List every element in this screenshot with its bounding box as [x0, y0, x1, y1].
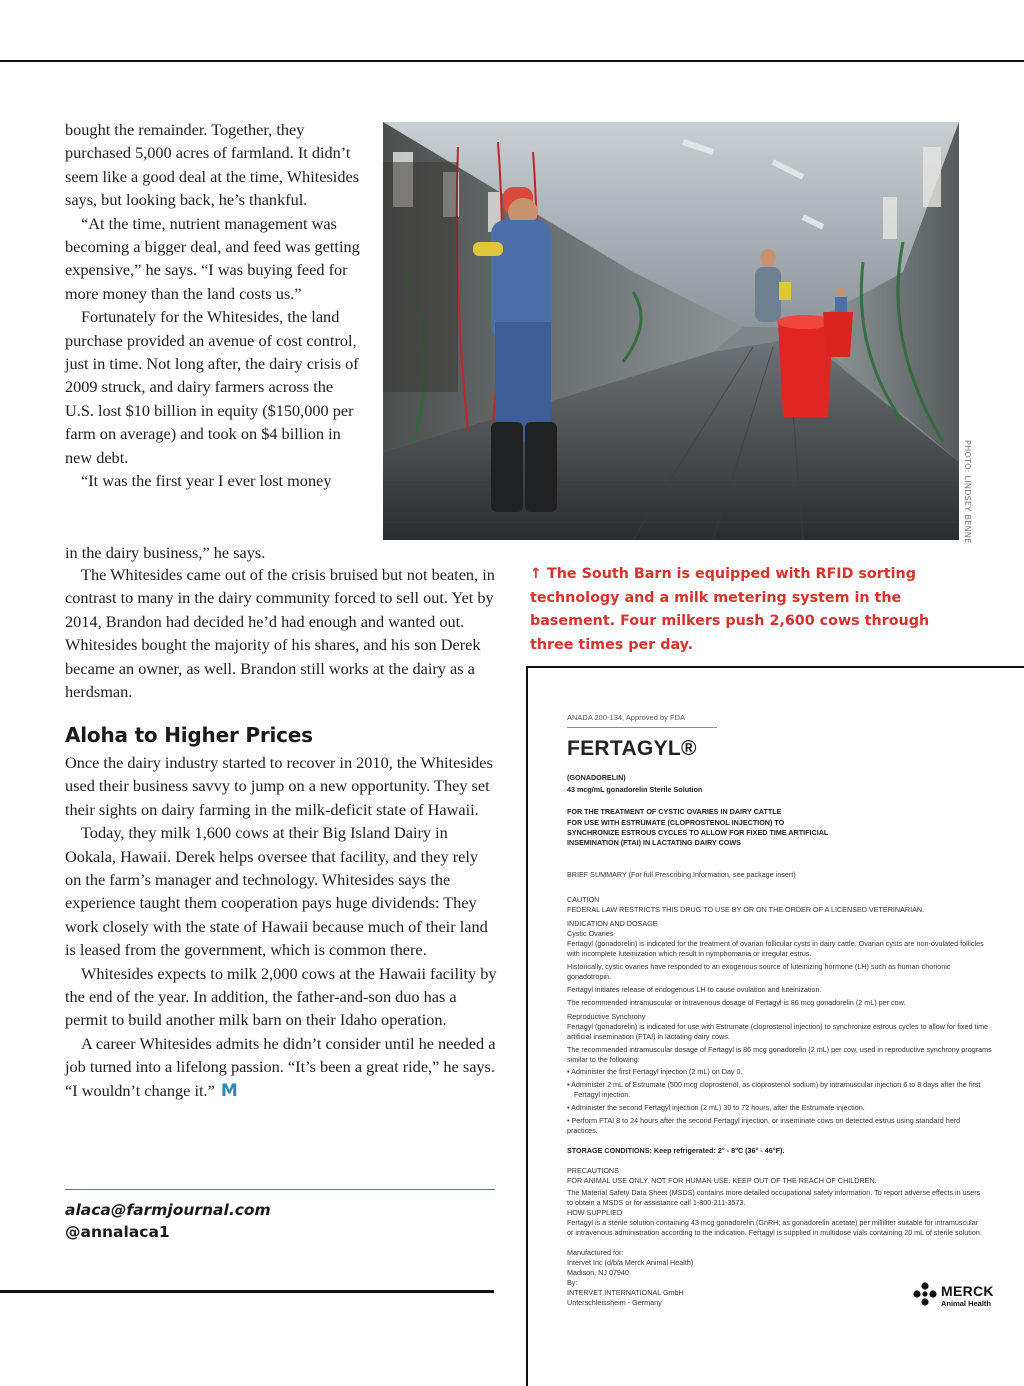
ad-manufacturer: Unterschleissheim - Germany [567, 1298, 662, 1307]
ad-line: artificial insemination (FTAI) in lactating dairy cows. [567, 1032, 730, 1041]
ad-manufacturer: INTERVET INTERNATIONAL GmbH [567, 1288, 684, 1297]
paragraph: Once the dairy industry started to recover in 2010, the Whitesides used their business savvy to jump on a new opportunity. They set their sights on dairy farming in the milk-deficit state of Hawaii. [65, 753, 493, 819]
ad-bullet: • Perform FTAI 8 to 24 hours after the second Fertagyl injection, or inseminate cows on detected estrus using standard herd practices. [567, 1116, 961, 1135]
author-contact [65, 1199, 271, 1243]
ad-manufacturer: Manufactured for: [567, 1248, 624, 1257]
ad-line: The recommended intramuscular dosage of Fertagyl is 86 mcg gonadorelin (2 mL) per cow, used in reproductive synchrony programs [567, 1045, 992, 1054]
ad-strength: 43 mcg/mL gonadorelin Sterile Solution [567, 785, 703, 794]
paragraph: Today, they milk 1,600 cows at their Big Island Dairy in Ookala, Hawaii. Derek helps oversee that facility, and they rely on the farm’s manager and technology. Whitesides says the experience taught them cooperation pays huge dividends: They work closely with the state of Hawaii because much of their land is leased from the government, which is common there. [65, 823, 488, 960]
ad-generic-name: (GONADORELIN) [567, 773, 626, 782]
merck-logo-icon [913, 1282, 937, 1306]
milking-parlor-photo [383, 122, 959, 540]
ad-line: Fertagyl initiates release of endogenous LH to cause ovulation and luteinization. [567, 985, 822, 994]
ad-approval-rule [567, 727, 717, 728]
article-column-lower [65, 751, 497, 1103]
arrow-up-icon: ↑ [530, 566, 542, 582]
article-line-tail [65, 541, 365, 564]
ad-generic [567, 773, 992, 795]
section-heading: Aloha to Higher Prices [65, 723, 313, 747]
ad-precautions-title: PRECAUTIONS [567, 1166, 619, 1175]
paragraph: “It was the first year I ever lost money [81, 471, 332, 491]
ad-line: FOR ANIMAL USE ONLY. NOT FOR HUMAN USE. KEEP OUT OF THE REACH OF CHILDREN. [567, 1176, 877, 1185]
ad-line: similar to the following: [567, 1055, 640, 1064]
ad-cystic-title: Cystic Ovaries [567, 929, 614, 938]
ad-manufacturer: Madison, NJ 07940 [567, 1268, 629, 1277]
ad-bullet: • Administer the first Fertagyl injection (2 mL) on Day 0. [567, 1067, 743, 1076]
paragraph: Whitesides expects to milk 2,000 cows at the Hawaii facility by the end of the year. In addition, the father-and-son duo has a permit to build another milk barn on their Idaho operation. [65, 963, 497, 1030]
article-column-middle [65, 563, 497, 703]
paragraph-final [65, 1032, 497, 1103]
ad-storage: STORAGE CONDITIONS: Keep refrigerated: 2° - 8°C (36° - 46°F). [567, 1146, 785, 1155]
ad-indication-line: FOR USE WITH ESTRUMATE (CLOPROSTENOL INJECTION) TO [567, 818, 785, 827]
ad-line: to obtain a MSDS or for assistance call 1-800-211-3573. [567, 1198, 746, 1207]
paragraph: The Whitesides came out of the crisis bruised but not beaten, in contrast to many in the dairy community forced to sell out. Yet by 2014, Brandon had decided he’d had enough and wanted out. Whitesides bought the majority of his shares, and his son Derek became an owner, as well. Brandon still works at the dairy as a herdsman. [65, 565, 495, 702]
ad-manufacturer: By: [567, 1278, 578, 1287]
ad-bullet: Fertagyl injection. [574, 1090, 631, 1099]
ad-indication-title: INDICATION AND DOSAGE [567, 919, 658, 928]
ad-bullet: • Administer the second Fertagyl injection (2 mL) 30 to 72 hours, after the Estrumate injection. [567, 1103, 865, 1112]
author-email[interactable]: alaca@farmjournal.com [65, 1201, 271, 1219]
ad-body [567, 895, 992, 1308]
caption-text: The South Barn is equipped with RFID sorting technology and a milk metering system in the basement. Four milkers push 2,600 cows through three times per day. [530, 566, 930, 653]
ad-manufacturer: Intervet Inc (d/b/a Merck Animal Health) [567, 1258, 694, 1267]
photo-caption [530, 563, 950, 657]
ad-brand-name: FERTAGYL® [567, 737, 697, 760]
paragraph-tail: in the dairy business,” he says. [65, 543, 266, 562]
merck-logo-subtitle: Animal Health [941, 1299, 992, 1308]
ad-indication-line: INSEMINATION (FTAI) IN LACTATING DAIRY COWS [567, 838, 741, 847]
ad-line: Fertagyl (gonadorelin) is indicated for use with Estrumate (cloprostenol injection) to synchronize estrous cycles to allow for fixed time [567, 1022, 989, 1031]
merck-logo-word: MERCK [941, 1283, 994, 1299]
ad-line: or intravenous administration according to the indication. Fertagyl is supplied in multidose vials containing 20 mL of sterile solution. [567, 1228, 982, 1237]
paragraph-final-text: A career Whitesides admits he didn’t consider until he needed a job turned into a lifelong passion. “It’s been a great ride,” he says. “I wouldn’t change it.” [65, 1033, 496, 1100]
ad-line: Historically, cystic ovaries have responded to an exogenous source of luteinizing hormone (LH) such as human chorionic gonadotropin. [567, 962, 951, 981]
ad-indication-line: SYNCHRONIZE ESTROUS CYCLES TO ALLOW FOR FIXED TIME ARTIFICIAL [567, 828, 829, 837]
ad-caution-title: CAUTION [567, 895, 600, 904]
top-rule [0, 60, 1024, 62]
paragraph: Fortunately for the Whitesides, the land purchase provided an avenue of cost control, just in time. Not long after, the dairy crisis of 2009 struck, and dairy farmers across the U.S. lost $10 billion in equity ($150,000 per farm on average) and took on $4 billion in new debt. [65, 307, 359, 467]
author-handle[interactable]: @annalaca1 [65, 1223, 170, 1241]
ad-brief-summary: BRIEF SUMMARY (For full Prescribing Information, see package insert) [567, 870, 796, 879]
end-mark-icon: M [220, 1080, 238, 1101]
paragraph: “At the time, nutrient management was becoming a bigger deal, and feed was getting expensive,” he says. “I was buying feed for more money than the land costs us.” [65, 213, 360, 303]
bottom-rule [0, 1290, 494, 1293]
ad-indication-line: FOR THE TREATMENT OF CYSTIC OVARIES IN DAIRY CATTLE [567, 807, 782, 816]
article-column-upper [65, 118, 365, 493]
ad-caution-text: FEDERAL LAW RESTRICTS THIS DRUG TO USE BY OR ON THE ORDER OF A LICENSED VETERINARIAN. [567, 905, 925, 914]
ad-approval: ANADA 200-134, Approved by FDA [567, 713, 685, 722]
ad-supplied-title: HOW SUPPLIED [567, 1208, 623, 1217]
ad-line: with incomplete luteinization which result in nymphomania or irregular estrus. [567, 949, 812, 958]
contact-divider [65, 1189, 495, 1190]
ad-indications [567, 807, 992, 848]
photo-credit: PHOTO: LINDSEY BENNE [963, 440, 972, 544]
ad-line: The recommended intramuscular or intravenous dosage of Fertagyl is 86 mcg gonadorelin (2 mL) per cow. [567, 998, 906, 1007]
ad-line: Fertagyl (gonadorelin) is indicated for the treatment of ovarian follicular cysts in dairy cattle. Ovarian cysts are non-ovulated follicles [567, 939, 984, 948]
paragraph: bought the remainder. Together, they purchased 5,000 acres of farmland. It didn’t seem like a good deal at the time, Whitesides says, but looking back, he’s thankful. [65, 120, 360, 210]
ad-repro-title: Reproductive Synchrony [567, 1012, 646, 1021]
ad-line: Fertagyl is a sterile solution containing 43 mcg gonadorelin (GnRH; as gonadorelin acetate) per milliliter suitable for intramuscular [567, 1218, 979, 1227]
ad-bullet: • Administer 2 mL of Estrumate (500 mcg cloprostenol, as cloprostenol sodium) by intramuscular injection 6 to 8 days after the first [567, 1080, 981, 1089]
ad-line: The Material Safety Data Sheet (MSDS) contains more detailed occupational safety information. To report adverse effects in users [567, 1188, 981, 1197]
